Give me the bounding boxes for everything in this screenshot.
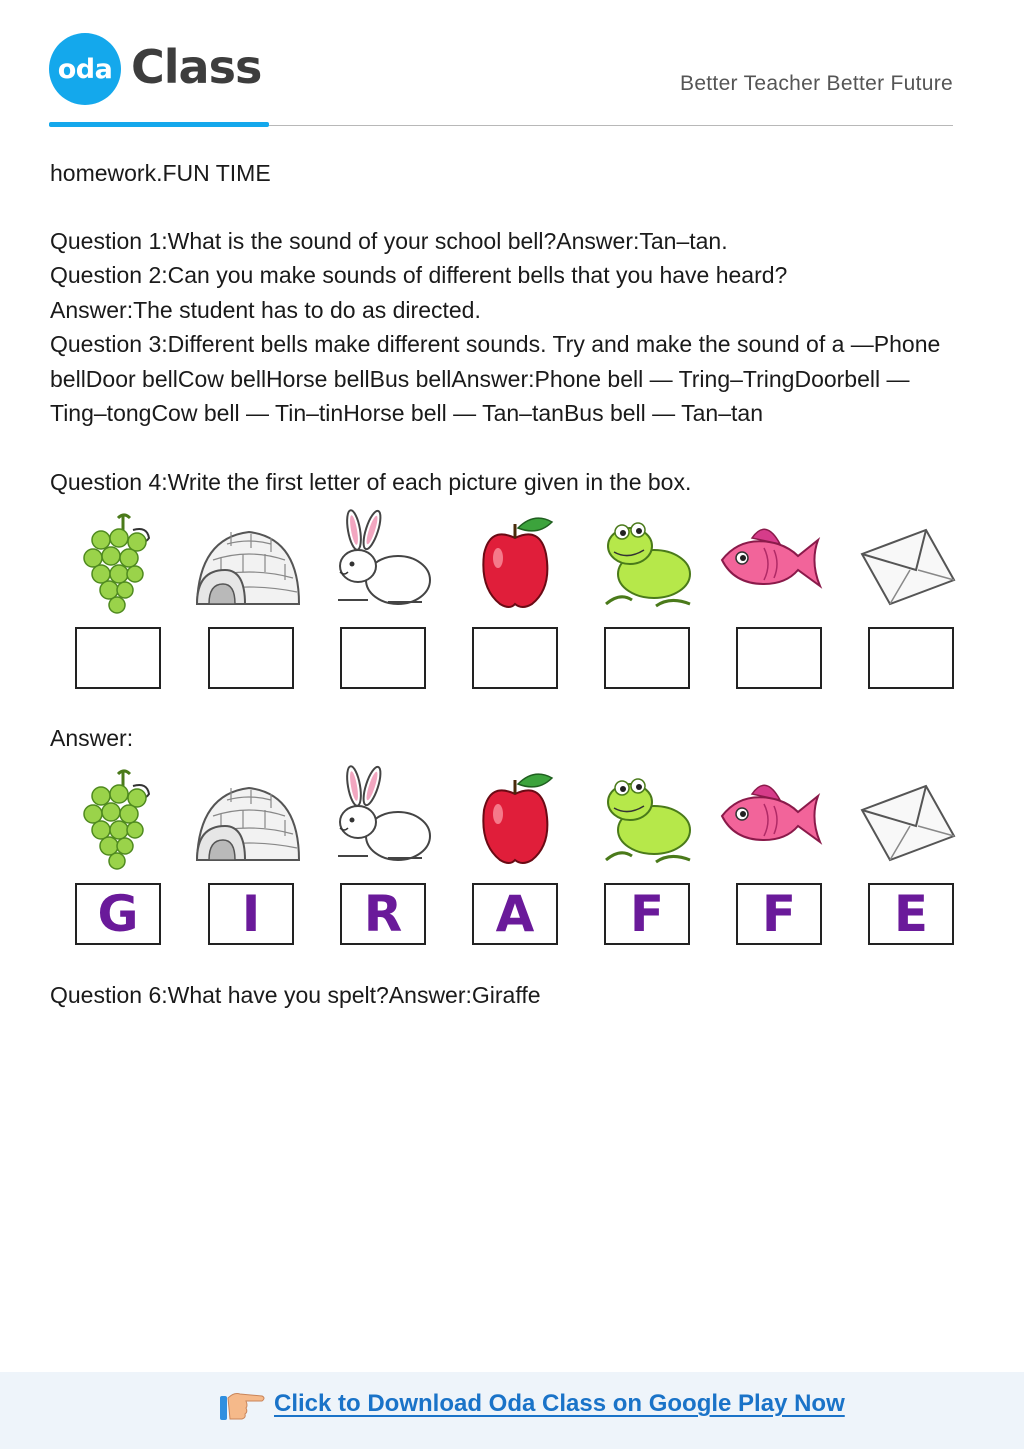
grapes-icon — [63, 508, 173, 618]
question-2: Question 2:Can you make sounds of different bells that you have heard? — [50, 262, 788, 288]
picture-row-answer — [0, 764, 1024, 874]
igloo-icon — [191, 508, 301, 618]
worksheet-title: homework.FUN TIME — [50, 160, 271, 186]
picture-row-question — [0, 508, 1024, 618]
answer-box-filled-7 — [868, 883, 954, 945]
answer-letter: E — [893, 885, 929, 943]
rabbit-icon — [328, 764, 438, 874]
answer-letter: F — [629, 885, 665, 943]
answer-letter: F — [761, 885, 797, 943]
answer-box-6[interactable] — [736, 627, 822, 689]
answer-letter: R — [363, 885, 403, 943]
answer-box-filled-3 — [340, 883, 426, 945]
frog-icon — [596, 508, 706, 618]
answer-box-filled-6 — [736, 883, 822, 945]
igloo-icon — [191, 764, 301, 874]
answer-box-filled-2 — [208, 883, 294, 945]
frog-icon — [596, 764, 706, 874]
header-accent-bar — [49, 122, 269, 127]
envelope-icon — [852, 508, 962, 618]
answer-box-3[interactable] — [340, 627, 426, 689]
answer-box-row-filled — [0, 883, 1024, 945]
answer-box-1[interactable] — [75, 627, 161, 689]
question-3: Question 3:Different bells make different sounds. Try and make the sound of a —Phone bellDoor bellCow bellHorse bellBus bellAnswer:Phone bell — Tring–TringDoorbell — Ting–tongCow bell — Tin–tinHorse bell — Tan–tanBus bell — Tan–tan — [50, 331, 941, 426]
apple-icon — [460, 764, 570, 874]
download-link[interactable]: Click to Download Oda Class on Google Play Now — [274, 1390, 845, 1417]
answer-letter: G — [97, 885, 139, 943]
answer-box-5[interactable] — [604, 627, 690, 689]
answer-label: Answer: — [50, 725, 134, 751]
question-1: Question 1:What is the sound of your school bell?Answer:Tan–tan. — [50, 228, 728, 254]
answer-letter: I — [241, 885, 261, 943]
page-header — [0, 0, 1024, 130]
answer-box-2[interactable] — [208, 627, 294, 689]
answer-box-filled-4 — [472, 883, 558, 945]
fish-icon — [716, 764, 826, 874]
fish-icon — [716, 508, 826, 618]
question-2-answer: Answer:The student has to do as directed. — [50, 297, 481, 323]
answer-box-7[interactable] — [868, 627, 954, 689]
apple-icon — [460, 508, 570, 618]
answer-box-filled-5 — [604, 883, 690, 945]
tagline: Better Teacher Better Future — [680, 72, 953, 95]
pointing-hand-icon — [218, 1386, 266, 1424]
rabbit-icon — [328, 508, 438, 618]
envelope-icon — [852, 764, 962, 874]
answer-letter: A — [495, 885, 535, 943]
answer-box-row-empty — [0, 627, 1024, 689]
brand-name: Class — [131, 40, 262, 94]
question-6: Question 6:What have you spelt?Answer:Giraffe — [50, 982, 541, 1008]
oda-logo: oda — [49, 33, 121, 105]
answer-box-filled-1 — [75, 883, 161, 945]
grapes-icon — [63, 764, 173, 874]
answer-box-4[interactable] — [472, 627, 558, 689]
download-banner — [0, 1372, 1024, 1449]
question-4: Question 4:Write the first letter of each picture given in the box. — [50, 469, 692, 495]
